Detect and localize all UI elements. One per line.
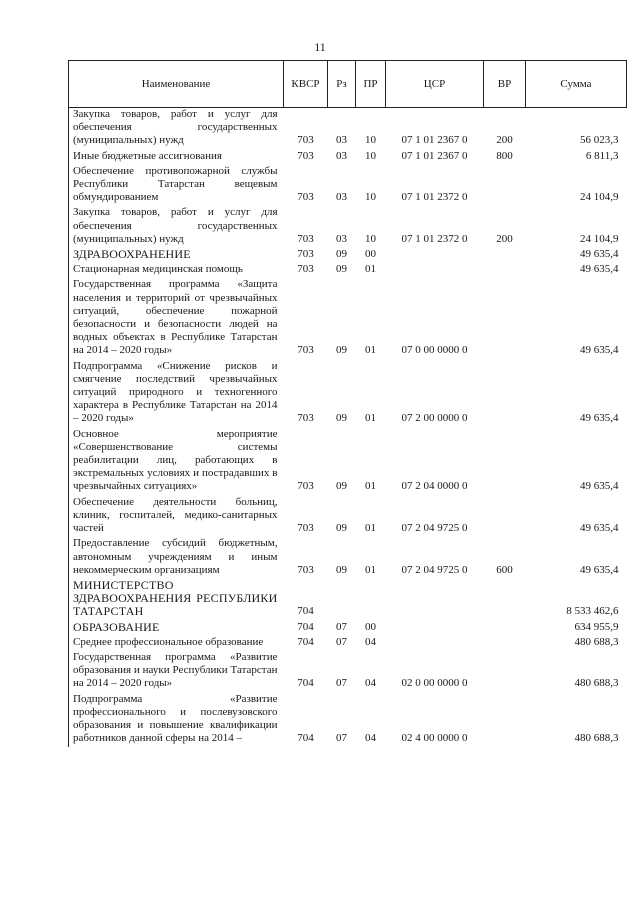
- cell-vr: 200: [496, 134, 513, 147]
- cell-pr: 01: [365, 412, 376, 425]
- cell-kvsr: 703: [297, 412, 314, 425]
- cell-name: Закупка товаров, работ и услуг для обеспечения государственных (муниципальных) нужд: [69, 108, 284, 150]
- cell-kvsr: 704: [297, 635, 314, 648]
- cell-vr: 600: [496, 563, 513, 576]
- cell-name: Подпрограмма «Снижение рисков и смягчение последствий чрезвычайных ситуаций природного и техногенного характера в Республике Татарстан на 2014 – 2020 годы»: [69, 360, 284, 428]
- cell-sum: 49 635,4: [580, 344, 619, 357]
- cell-pr: 00: [365, 248, 376, 261]
- cell-sum: 49 635,4: [580, 480, 619, 493]
- table-row: [69, 579, 627, 621]
- cell-name: Государственная программа «Развитие образования и науки Республики Татарстан на 2014 – 2020 годы»: [69, 651, 284, 693]
- table-row: [69, 360, 627, 428]
- table-row: [69, 108, 627, 150]
- cell-csr: [386, 263, 484, 278]
- cell-rz: 09: [336, 263, 347, 276]
- cell-vr: [484, 579, 526, 621]
- cell-kvsr: 703: [297, 480, 314, 493]
- cell-csr: [386, 621, 484, 636]
- cell-kvsr: 703: [297, 522, 314, 535]
- cell-csr: 02 0 00 0000 0: [401, 677, 468, 690]
- header-vr: ВР: [484, 61, 526, 108]
- header-name: Наименование: [69, 61, 284, 108]
- cell-name: Государственная программа «Защита населения и территорий от чрезвычайных ситуаций, обеспечение пожарной безопасности и безопасности людей на водных объектах в Республике Татарстан на 2014 – 2020 годы»: [69, 278, 284, 359]
- cell-csr: [386, 248, 484, 263]
- cell-pr: 10: [365, 134, 376, 147]
- cell-sum: 480 688,3: [574, 732, 619, 745]
- cell-vr: [484, 636, 526, 651]
- header-csr: ЦСР: [386, 61, 484, 108]
- table-row: [69, 248, 627, 263]
- cell-pr: 01: [365, 263, 376, 276]
- cell-sum: 49 635,4: [580, 248, 619, 261]
- cell-pr: 00: [365, 620, 376, 633]
- cell-name: Основное мероприятие «Совершенствование системы реабилитации лиц, работающих в экстремальных условиях и пострадавших в чрезвычайных ситуациях»: [69, 428, 284, 496]
- cell-pr: 10: [365, 191, 376, 204]
- cell-name: Среднее профессиональное образование: [69, 636, 284, 651]
- table-row: [69, 496, 627, 538]
- cell-sum: 49 635,4: [580, 263, 619, 276]
- cell-pr: 01: [365, 563, 376, 576]
- cell-csr: [386, 579, 484, 621]
- cell-kvsr: 703: [297, 344, 314, 357]
- table-row: [69, 150, 627, 165]
- table-row: [69, 263, 627, 278]
- header-pr: ПР: [356, 61, 386, 108]
- cell-vr: [484, 248, 526, 263]
- table-row: [69, 693, 627, 748]
- cell-rz: 09: [336, 480, 347, 493]
- cell-rz: 03: [336, 191, 347, 204]
- cell-kvsr: 704: [297, 677, 314, 690]
- header-rz: Рз: [328, 61, 356, 108]
- cell-pr: 10: [365, 232, 376, 245]
- cell-csr: 07 1 01 2367 0: [401, 149, 468, 162]
- cell-csr: 07 2 00 0000 0: [401, 412, 468, 425]
- cell-rz: 09: [336, 248, 347, 261]
- cell-sum: 8 533 462,6: [566, 605, 619, 618]
- header-kvsr: КВСР: [284, 61, 328, 108]
- cell-sum: 6 811,3: [585, 149, 619, 162]
- cell-rz: 07: [336, 635, 347, 648]
- cell-vr: [484, 263, 526, 278]
- cell-sum: 56 023,3: [580, 134, 619, 147]
- cell-name: Иные бюджетные ассигнования: [69, 150, 284, 165]
- table-header-row: [69, 61, 627, 108]
- table-row: [69, 206, 627, 248]
- cell-pr: 01: [365, 522, 376, 535]
- cell-sum: 24 104,9: [580, 191, 619, 204]
- page-number: 11: [314, 40, 326, 54]
- cell-vr: [484, 278, 526, 359]
- cell-sum: 480 688,3: [574, 635, 619, 648]
- cell-sum: 49 635,4: [580, 563, 619, 576]
- cell-vr: [484, 496, 526, 538]
- cell-kvsr: 704: [297, 732, 314, 745]
- cell-kvsr: 703: [297, 232, 314, 245]
- cell-kvsr: 703: [297, 191, 314, 204]
- cell-kvsr: 703: [297, 563, 314, 576]
- cell-rz: 07: [336, 677, 347, 690]
- cell-kvsr: 704: [297, 605, 314, 618]
- cell-rz: 03: [336, 134, 347, 147]
- cell-rz: 03: [336, 149, 347, 162]
- cell-name: ЗДРАВООХРАНЕНИЕ: [69, 248, 284, 263]
- cell-name: Стационарная медицинская помощь: [69, 263, 284, 278]
- cell-rz: [328, 579, 356, 621]
- cell-name: Предоставление субсидий бюджетным, автономным учреждениям и иным некоммерческим организациям: [69, 537, 284, 579]
- cell-rz: 09: [336, 522, 347, 535]
- cell-name: Закупка товаров, работ и услуг для обеспечения государственных (муниципальных) нужд: [69, 206, 284, 248]
- cell-vr: 800: [496, 149, 513, 162]
- cell-sum: 49 635,4: [580, 412, 619, 425]
- table-row: [69, 165, 627, 207]
- cell-csr: 07 1 01 2367 0: [401, 134, 468, 147]
- cell-name: МИНИСТЕРСТВО ЗДРАВООХРАНЕНИЯ РЕСПУБЛИКИ ТАТАРСТАН: [69, 579, 284, 621]
- cell-vr: 200: [496, 232, 513, 245]
- cell-pr: 04: [365, 732, 376, 745]
- table-body: [69, 108, 627, 748]
- header-sum: Сумма: [526, 61, 627, 108]
- cell-vr: [484, 428, 526, 496]
- cell-name: Обеспечение деятельности больниц, клиник, госпиталей, медико-санитарных частей: [69, 496, 284, 538]
- budget-table: [68, 60, 627, 747]
- cell-csr: 07 1 01 2372 0: [401, 232, 468, 245]
- cell-pr: 10: [365, 149, 376, 162]
- cell-name: ОБРАЗОВАНИЕ: [69, 621, 284, 636]
- cell-csr: 07 1 01 2372 0: [401, 191, 468, 204]
- cell-csr: 02 4 00 0000 0: [401, 732, 468, 745]
- cell-kvsr: 703: [297, 263, 314, 276]
- cell-rz: 07: [336, 620, 347, 633]
- cell-name: Обеспечение противопожарной службы Республики Татарстан вещевым обмундированием: [69, 165, 284, 207]
- cell-sum: 480 688,3: [574, 677, 619, 690]
- cell-kvsr: 704: [297, 620, 314, 633]
- cell-rz: 03: [336, 232, 347, 245]
- table-row: [69, 621, 627, 636]
- cell-rz: 09: [336, 563, 347, 576]
- cell-vr: [484, 651, 526, 693]
- cell-pr: 01: [365, 344, 376, 357]
- cell-name: Подпрограмма «Развитие профессионального и послевузовского образования и повышение квалификации работников данной сферы на 2014 –: [69, 693, 284, 748]
- cell-pr: [356, 579, 386, 621]
- cell-kvsr: 703: [297, 134, 314, 147]
- cell-csr: 07 2 04 9725 0: [401, 522, 468, 535]
- cell-rz: 09: [336, 412, 347, 425]
- cell-kvsr: 703: [297, 149, 314, 162]
- cell-sum: 49 635,4: [580, 522, 619, 535]
- table-row: [69, 428, 627, 496]
- cell-sum: 634 955,9: [574, 620, 619, 633]
- cell-vr: [484, 693, 526, 748]
- table-row: [69, 278, 627, 359]
- cell-csr: 07 2 04 0000 0: [401, 480, 468, 493]
- cell-vr: [484, 360, 526, 428]
- cell-pr: 01: [365, 480, 376, 493]
- cell-sum: 24 104,9: [580, 232, 619, 245]
- table-row: [69, 636, 627, 651]
- cell-rz: 09: [336, 344, 347, 357]
- cell-vr: [484, 621, 526, 636]
- cell-csr: [386, 636, 484, 651]
- table-row: [69, 651, 627, 693]
- cell-pr: 04: [365, 635, 376, 648]
- cell-csr: 07 0 00 0000 0: [401, 344, 468, 357]
- cell-kvsr: 703: [297, 248, 314, 261]
- cell-csr: 07 2 04 9725 0: [401, 563, 468, 576]
- cell-rz: 07: [336, 732, 347, 745]
- table-row: [69, 537, 627, 579]
- cell-pr: 04: [365, 677, 376, 690]
- cell-vr: [484, 165, 526, 207]
